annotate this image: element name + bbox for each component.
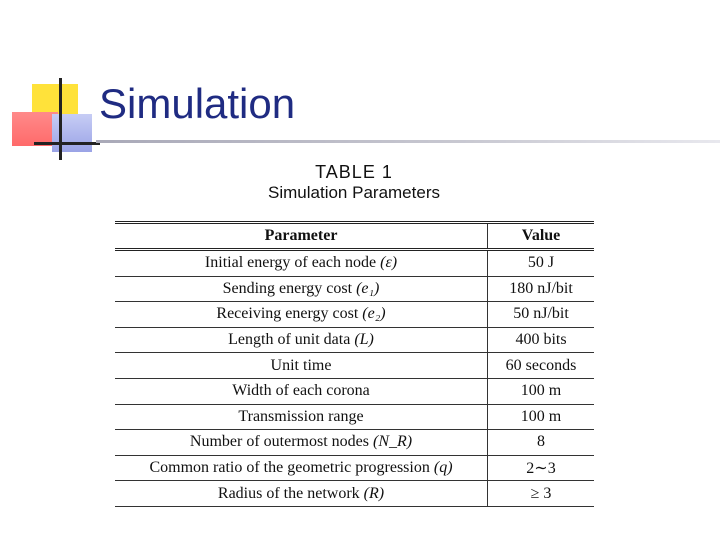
parameter-name: Common ratio of the geometric progression (149, 459, 430, 477)
parameter-name: Sending energy cost (222, 279, 353, 297)
parameter-name: Receiving energy cost (216, 305, 359, 323)
parameter-cell (115, 430, 488, 456)
value-cell: 60 seconds (488, 353, 595, 379)
logo-blue-square (52, 114, 92, 152)
table-row (115, 404, 594, 430)
parameter-name: Length of unit data (228, 331, 351, 349)
table-caption-label: TABLE 1 (315, 162, 393, 182)
parameters-table (115, 221, 594, 507)
parameter-name: Width of each corona (232, 382, 370, 400)
parameter-cell (115, 455, 488, 481)
value-cell: 8 (488, 430, 595, 456)
value-cell: 180 nJ/bit (488, 276, 595, 302)
table-row (115, 250, 594, 277)
parameter-symbol: (e₂) (362, 305, 386, 323)
table-row (115, 327, 594, 353)
parameter-name: Initial energy of each node (204, 254, 377, 272)
parameter-cell (115, 250, 488, 277)
parameter-symbol: (L) (354, 331, 374, 349)
parameter-cell (115, 302, 488, 328)
value-cell: 2∼3 (488, 455, 595, 481)
corner-logo (0, 0, 110, 170)
logo-horizontal-bar (34, 142, 100, 145)
table-row (115, 276, 594, 302)
table-row (115, 430, 594, 456)
parameter-cell (115, 353, 488, 379)
table-row (115, 353, 594, 379)
parameter-symbol: (q) (433, 459, 453, 477)
parameter-name: Number of outermost nodes (189, 433, 369, 451)
value-cell: 50 nJ/bit (488, 302, 595, 328)
parameter-cell (115, 276, 488, 302)
value-cell: ≥ 3 (488, 481, 595, 507)
value-cell: 400 bits (488, 327, 595, 353)
value-cell: 100 m (488, 404, 595, 430)
parameter-cell (115, 404, 488, 430)
title-underline (96, 140, 720, 143)
table-header-row (115, 223, 594, 250)
table-row (115, 481, 594, 507)
table-caption-title: Simulation Parameters (268, 183, 440, 202)
value-cell: 100 m (488, 378, 595, 404)
header-parameter: Parameter (264, 227, 338, 244)
parameter-symbol: (e₁) (356, 279, 380, 297)
header-value: Value (488, 223, 595, 250)
parameter-cell (115, 378, 488, 404)
parameter-name: Transmission range (238, 407, 364, 425)
parameter-symbol: (R) (363, 484, 385, 502)
parameter-cell (115, 327, 488, 353)
parameter-symbol: (ε) (380, 254, 398, 272)
slide-title: Simulation (99, 80, 296, 127)
value-cell: 50 J (488, 250, 595, 277)
parameter-symbol: (N_R) (372, 433, 413, 451)
table-row (115, 378, 594, 404)
parameter-name: Radius of the network (217, 484, 360, 502)
table-row (115, 455, 594, 481)
parameter-name: Unit time (270, 356, 332, 374)
table-row (115, 302, 594, 328)
logo-vertical-bar (59, 78, 62, 160)
parameter-cell (115, 481, 488, 507)
